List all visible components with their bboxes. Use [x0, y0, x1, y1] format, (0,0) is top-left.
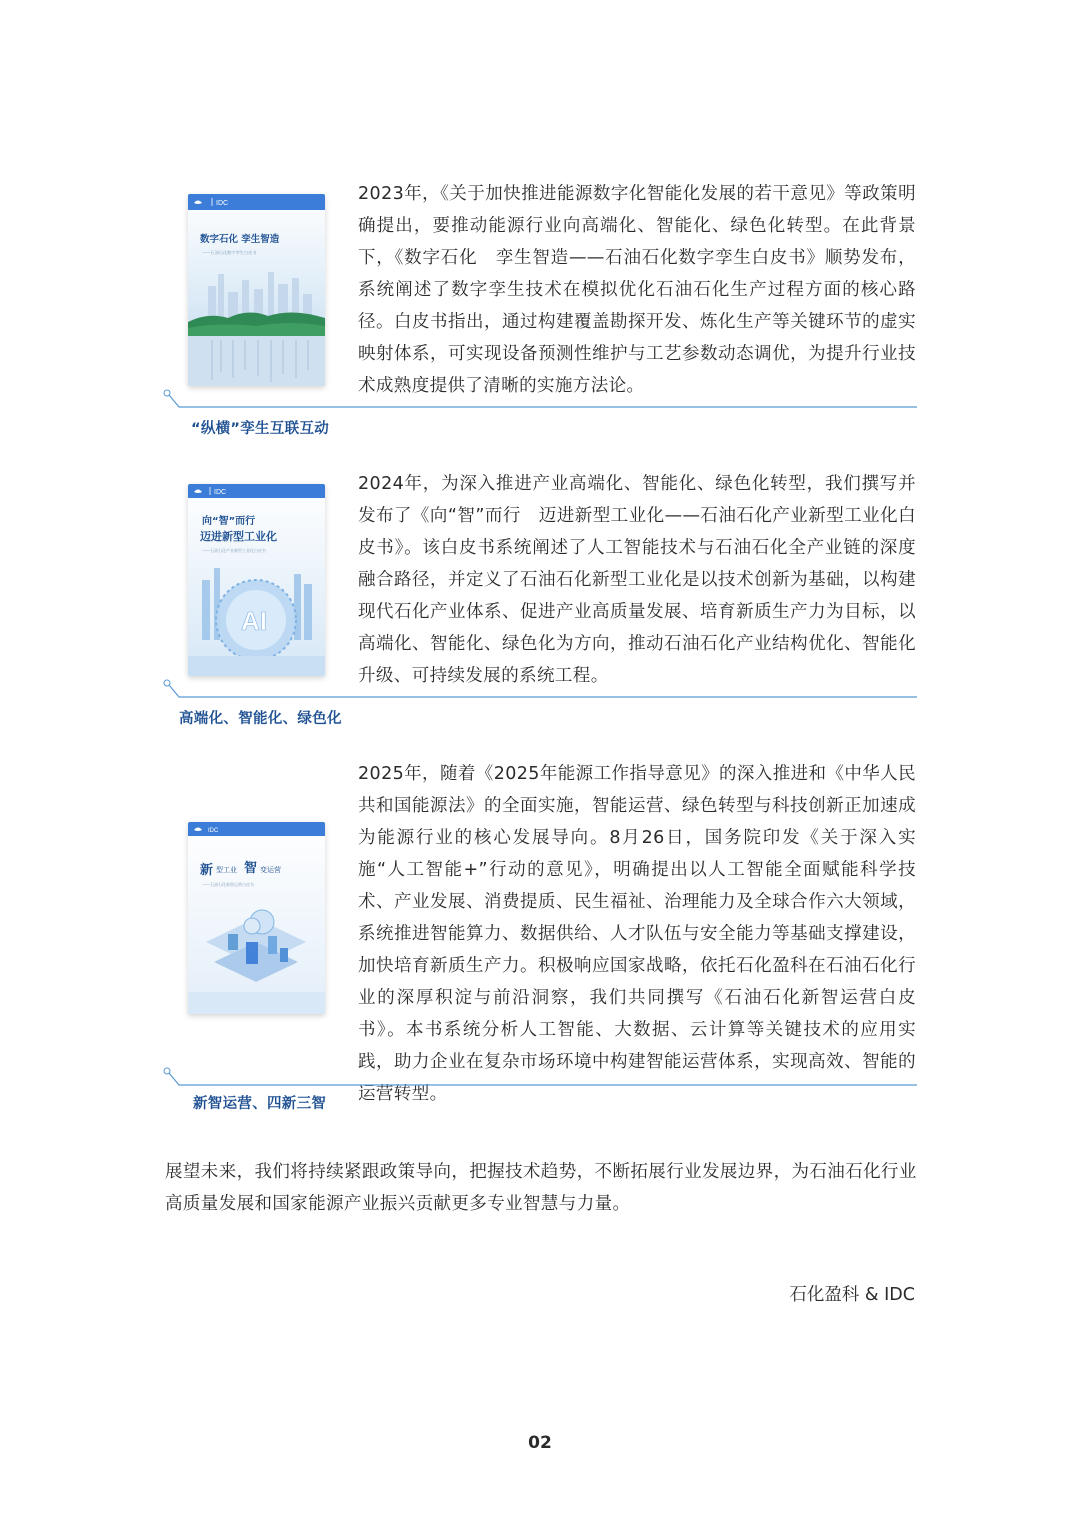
- cover-title-operations: 变运营: [260, 866, 281, 874]
- cover-brand: IDC: [216, 200, 229, 207]
- section-caption: 新智运营、四新三智: [193, 1096, 327, 1112]
- signature: 石化盈科 & IDC: [789, 1285, 915, 1305]
- section-caption: 高端化、智能化、绿色化: [179, 711, 342, 727]
- section-paragraph: 2025年，随着《2025年能源工作指导意见》的深入推进和《中华人民共和国能源法》的全面实施，智能运营、绿色转型与科技创新正加速成为能源行业的核心发展导向。8月26日，国务院印发《关于深入实施“人工智能+”行动的意见》，明确提出以人工智能全面赋能科学技术、产业发展、消费提质、民生福祉、治理能力及全球合作六大领域，系统推进智能算力、数据供给、人才队伍与安全能力等基础支撑建设，加快培育新质生产力。积极响应国家战略，依托石化盈科在石油石化行业的深厚积淀与前沿洞察，我们共同撰写《石油石化新智运营白皮书》。本书系统分析人工智能、大数据、云计算等关键技术的应用实践，助力企业在复杂市场环境中构建智能运营体系，实现高效、智能的运营转型。: [358, 764, 916, 1104]
- cover-image-new-industrialization: [188, 484, 325, 676]
- cover-ai-badge: AI: [241, 606, 267, 636]
- page-number: 02: [528, 1433, 552, 1453]
- cover-subtitle: ——石油石化新智运营白皮书: [202, 882, 254, 887]
- cover-title-xin: 新: [200, 863, 214, 878]
- cover-image-smart-operations: [188, 822, 325, 1014]
- cover-title-industry: 型工业: [216, 866, 237, 874]
- closing-paragraph: 展望未来，我们将持续紧跟政策导向，把握技术趋势，不断拓展行业发展边界，为石油石化行业高质量发展和国家能源产业振兴贡献更多专业智慧与力量。: [165, 1162, 917, 1214]
- section-divider: [160, 678, 920, 708]
- cover-subtitle: ——石油石化产业新型工业化白皮书: [202, 548, 266, 553]
- cover-title-zhi: 智: [244, 861, 258, 876]
- section-paragraph: 2024年，为深入推进产业高端化、智能化、绿色化转型，我们撰写并发布了《向“智”而行 迈进新型工业化——石油石化产业新型工业化白皮书》。该白皮书系统阐述了人工智能技术与石油石化全产业链的深度融合路径，并定义了石油石化新型工业化是以技术创新为基础，以构建现代石化产业体系、促进产业高质量发展、培育新质生产力为目标，以高端化、智能化、绿色化为方向，推动石油石化产业结构优化、智能化升级、可持续发展的系统工程。: [358, 474, 916, 686]
- section-caption: “纵横”孪生互联互动: [191, 421, 330, 437]
- cover-subtitle: ——石油石化数字孪生白皮书: [202, 250, 257, 255]
- cover-image-digital-twin: [188, 194, 325, 386]
- cover-title-line1: 向“智”而行: [202, 516, 256, 527]
- cover-brand: IDC: [214, 489, 227, 496]
- section-paragraph: 2023年，《关于加快推进能源数字化智能化发展的若干意见》等政策明确提出，要推动能源行业向高端化、智能化、绿色化转型。在此背景下，《数字石化 孪生智造——石油石化数字孪生白皮书》顺势发布，系统阐述了数字孪生技术在模拟优化石油石化生产过程方面的核心路径。白皮书指出，通过构建覆盖勘探开发、炼化生产等关键环节的虚实映射体系，可实现设备预测性维护与工艺参数动态调优，为提升行业技术成熟度提供了清晰的实施方法论。: [358, 184, 916, 396]
- cover-brand: IDC: [208, 828, 219, 834]
- section-divider: [160, 388, 920, 418]
- cover-title-line2: 迈进新型工业化: [200, 530, 277, 543]
- cover-title: 数字石化 孪生智造: [200, 234, 280, 245]
